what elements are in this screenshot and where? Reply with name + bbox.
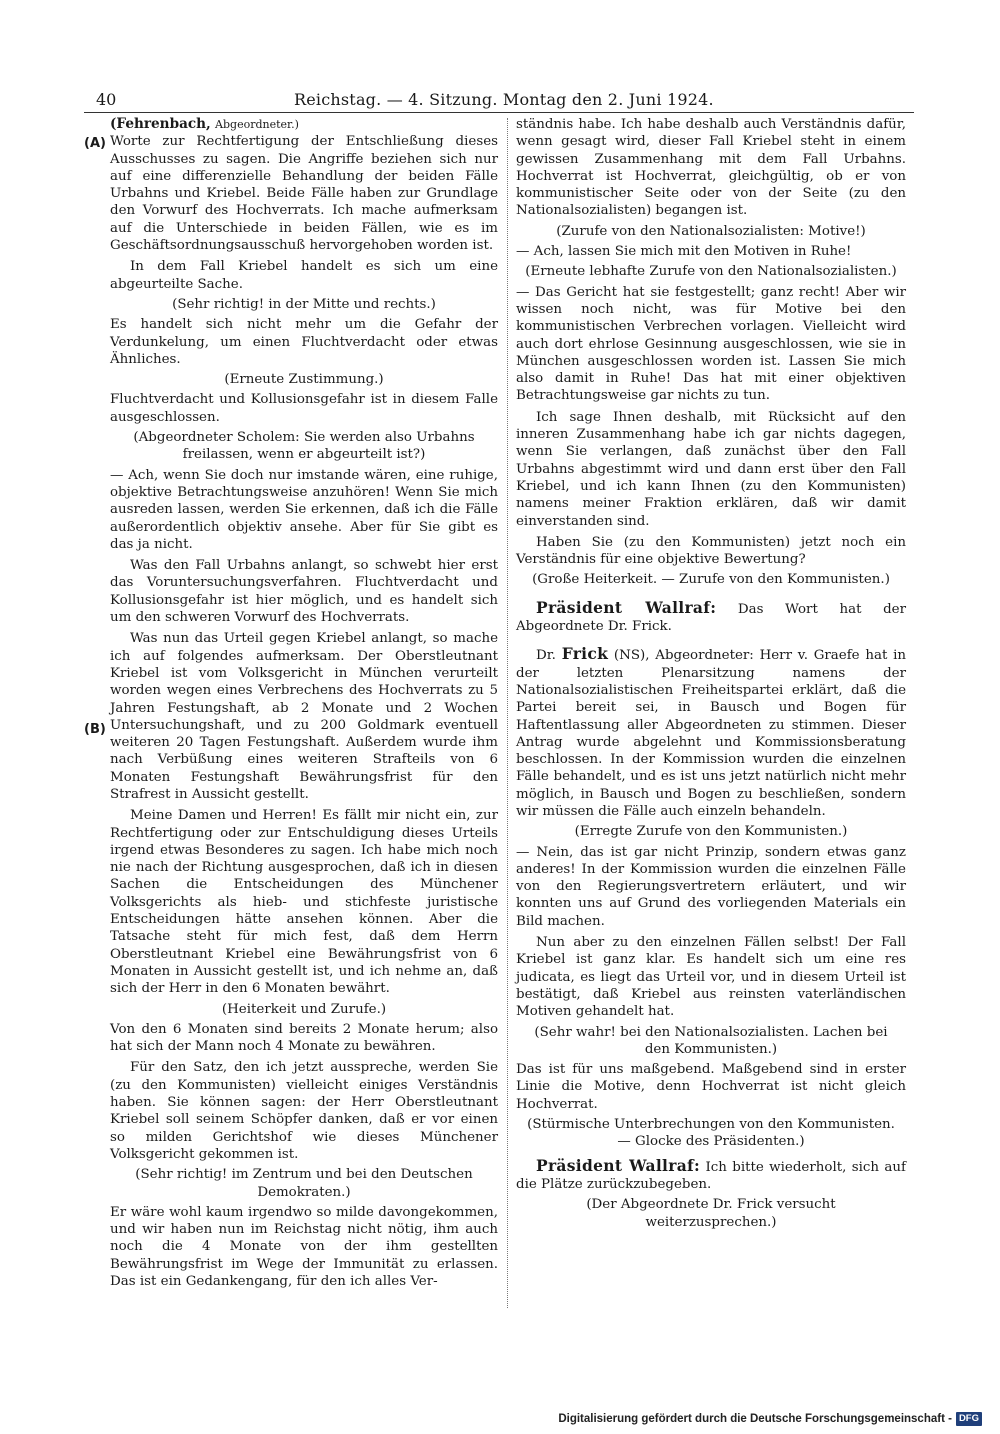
speaker-line [110, 116, 498, 133]
paragraph: Haben Sie (zu den Kommunisten) jetzt noch ein Verständnis für eine objektive Bewertung? [516, 534, 906, 568]
running-header [84, 90, 914, 113]
speaker-name: (Fehrenbach, [110, 116, 211, 132]
paragraph: — Ach, wenn Sie doch nur imstande wären, eine ruhige, objektive Betrachtungsweise anzuhören! Wenn Sie mich ausreden lassen, werden Sie erkennen, daß ich die Fälle außerordentlich objektiv ansehe. Aber für Sie gibt es das ja nicht. [110, 467, 498, 552]
frick-text: (NS), Abgeordneter: Herr v. Graefe hat in der letzten Plenarsitzung namens der Nationalsozialistischen Freiheitspartei erklärt, daß die Partei bereit sei, in Bausch und Bogen für Haftentlassung aller Abgeordneten zu stimmen. Dieser Antrag wurde abgelehnt und Kommissionsberatung beschlossen. In der Kommission wurden die einzelnen Fälle behandelt, und es ist uns jetzt natürlich nicht mehr möglich, in Bausch und Bogen zu beschließen, sondern wir müssen die Fälle auch einzeln behandeln. [516, 648, 907, 819]
paragraph: Meine Damen und Herren! Es fällt mir nicht ein, zur Rechtfertigung oder zur Entschuldigung dieses Urteils irgend etwas Besonderes zu sagen. Ich habe mich noch nie nach der Richtung ausgesprochen, daß ich in diesen Sachen die Entscheidungen des Münchener Volksgerichts als hieb- und stichfeste juristische Entscheidungen hätte ansehen können. Aber die Tatsache steht für mich fest, daß dem Herrn Oberstleutnant Kriebel eine Bewährungsfrist von 6 Monaten in Aussicht gestellt ist, und ich nehme an, daß sich der Herr in den 6 Monaten bewährt. [110, 808, 498, 997]
margin-mark-a: (A) [84, 136, 106, 151]
interjection: (Erneute lebhafte Zurufe von den Nationalsozialisten.) [525, 264, 897, 280]
frick-speech-opening [516, 645, 906, 820]
interjection: (Der Abgeordnete Dr. Frick versucht weiterzusprechen.) [586, 1197, 836, 1230]
interjection: (Erregte Zurufe von den Kommunisten.) [574, 824, 848, 840]
left-column [110, 116, 498, 1290]
frick-prefix: Dr. [536, 648, 556, 664]
paragraph: Was den Fall Urbahns anlangt, so schwebt hier erst das Voruntersuchungsverfahren. Fluchtverdacht und Kollusionsgefahr ist hier möglich, und es handelt sich um den schweren Vorwurf des Hochverrats. [110, 558, 498, 626]
interjection: (Heiterkeit und Zurufe.) [221, 1001, 387, 1017]
credit-text: Digitalisierung gefördert durch die Deutsche Forschungsgemeinschaft - [558, 1413, 952, 1425]
paragraph: Für den Satz, den ich jetzt ausspreche, werden Sie (zu den Kommunisten) vielleicht einiges Verständnis haben. Sie können sagen: der Herr Oberstleutnant Kriebel soll seinem Schöpfer danken, daß er vor einen so milden Gerichtshof wie dieses Münchener Volksgericht gekommen ist. [110, 1060, 498, 1162]
paragraph: Fluchtverdacht und Kollusionsgefahr ist in diesem Falle ausgeschlossen. [110, 392, 498, 425]
paragraph: Ich sage Ihnen deshalb, mit Rücksicht auf den inneren Zusammenhang habe ich gar nichts dagegen, wenn Sie verlangen, daß zunächst über den Fall Urbahns abgestimmt wird und dann erst über den Fall Kriebel, und ich kann Ihnen (zu den Kommunisten) namens meiner Fraktion erklären, daß wir damit einverstanden sind. [516, 409, 906, 529]
speaker-role: Abgeordneter.) [215, 118, 299, 131]
paragraph: Es handelt sich nicht mehr um die Gefahr der Verdunkelung, um einen Fluchtverdacht oder etwas Ähnliches. [110, 317, 498, 367]
paragraph: — Nein, das ist gar nicht Prinzip, sondern etwas ganz anderes! In der Kommission wurden die einzelnen Fälle von den Regierungsvertretern erläutert, und wir konnten uns auf Grund des vorliegenden Materials ein Bild machen. [516, 844, 906, 929]
interjection: (Zurufe von den Nationalsozialisten: Motive!) [556, 223, 866, 239]
interjection: (Große Heiterkeit. — Zurufe von den Kommunisten.) [532, 572, 890, 588]
interjection: (Sehr richtig! im Zentrum und bei den Deutschen Demokraten.) [135, 1167, 473, 1200]
paragraph: Das ist für uns maßgebend. Maßgebend sind in erster Linie die Motive, denn Hochverrat ist nicht gleich Hochverrat. [516, 1062, 906, 1112]
margin-mark-b: (B) [84, 722, 106, 737]
frick-name: Frick [561, 644, 609, 664]
digitization-credit [558, 1411, 982, 1427]
paragraph: — Ach, lassen Sie mich mit den Motiven in Ruhe! [516, 244, 852, 260]
president-statement [516, 1157, 906, 1194]
paragraph: ständnis habe. Ich habe deshalb auch Verständnis dafür, wenn gesagt wird, dieser Fall Kriebel steht in einem gewissen Zusammenhang mit dem Fall Urbahns. Hochverrat ist Hochverrat, gleichgültig, ob er von kommunistischer Seite oder von der Seite (zu den Nationalsozialisten) begangen ist. [516, 117, 906, 219]
president-label: Präsident Wallraf: [536, 597, 717, 617]
column-divider [507, 118, 508, 1308]
dfg-logo-icon: DFG [956, 1412, 982, 1426]
paragraph: Was nun das Urteil gegen Kriebel anlangt, so mache ich auf folgendes aufmerksam. Der Oberstleutnant Kriebel ist vom Volksgericht in München verurteilt worden wegen eines Verbrechens des Hochverrats zu 5 Jahren Festungshaft, ab 2 Monate und 2 Wochen Untersuchungshaft, und zu 200 Goldmark eventuell weiteren 20 Tagen Festungshaft. Außerdem wurde ihm nach Verbüßung eines weiteren Strafteils von 6 Monaten Festungshaft Bewährungsfrist für den Strafrest in Aussicht gestellt. [110, 631, 498, 802]
president-text: Ich bitte wiederholt, sich auf die Plätze zurückzubegeben. [516, 1159, 906, 1192]
paragraph: Worte zur Rechtfertigung der Entschließung dieses Ausschusses zu sagen. Die Angriffe beziehen sich nur auf eine differenzielle Behandlung der beiden Fälle Urbahns und Kriebel. Beide Fälle haben zur Grundlage den Vorwurf des Hochverrats. Ich mache aufmerksam auf die Unterschiede in beiden Fällen, wie es im Geschäftsordnungsausschuß hervorgehoben worden ist. [110, 134, 498, 254]
paragraph: — Das Gericht hat sie festgestellt; ganz recht! Aber wir wissen noch nicht, was für Motive bei den kommunistischen Verbrechen vorlagen. Vielleicht wird auch dort ehrlose Gesinnung ausgeschlossen, wie sie in München ausgeschlossen worden ist. Lassen Sie mich also damit in Ruhe! Das hat mit einer objektiven Betrachtungsweise gar nichts zu tun. [516, 284, 906, 404]
interjection: (Abgeordneter Scholem: Sie werden also Urbahns freilassen, wenn er abgeurteilt ist?) [133, 430, 475, 463]
interjection: (Sehr wahr! bei den Nationalsozialisten. Lachen bei den Kommunisten.) [534, 1024, 888, 1057]
paragraph: Von den 6 Monaten sind bereits 2 Monate herum; also hat sich der Mann noch 4 Monate zu bewähren. [110, 1021, 498, 1055]
president-label: Präsident Wallraf: [536, 1155, 701, 1175]
right-column [516, 116, 906, 1234]
interjection: (Stürmische Unterbrechungen von den Kommunisten. — Glocke des Präsidenten.) [527, 1117, 895, 1150]
president-statement [516, 599, 906, 636]
paragraph: In dem Fall Kriebel handelt es sich um eine abgeurteilte Sache. [110, 259, 498, 292]
president-text: Das Wort hat der Abgeordnete Dr. Frick. [516, 601, 906, 635]
page-number: 40 [96, 90, 117, 109]
interjection: (Sehr richtig! in der Mitte und rechts.) [172, 296, 436, 312]
paragraph: Nun aber zu den einzelnen Fällen selbst! Der Fall Kriebel ist ganz klar. Es handelt sich um eine res judicata, es liegt das Urteil vor, und in diesem Urteil ist bestätigt, daß Kriebel aus reinsten vaterländischen Motiven gehandelt hat. [516, 935, 906, 1020]
paragraph: Er wäre wohl kaum irgendwo so milde davongekommen, und wir haben nun im Reichstag nicht nötig, ihm auch noch die 4 Monate von der ihm gestellten Bewährungsfrist im Wege der Immunität zu erlassen. Das ist ein Gedankengang, für den ich alles Ver- [110, 1204, 498, 1289]
interjection: (Erneute Zustimmung.) [224, 372, 384, 388]
running-head-title: Reichstag. — 4. Sitzung. Montag den 2. Juni 1924. [294, 90, 714, 109]
